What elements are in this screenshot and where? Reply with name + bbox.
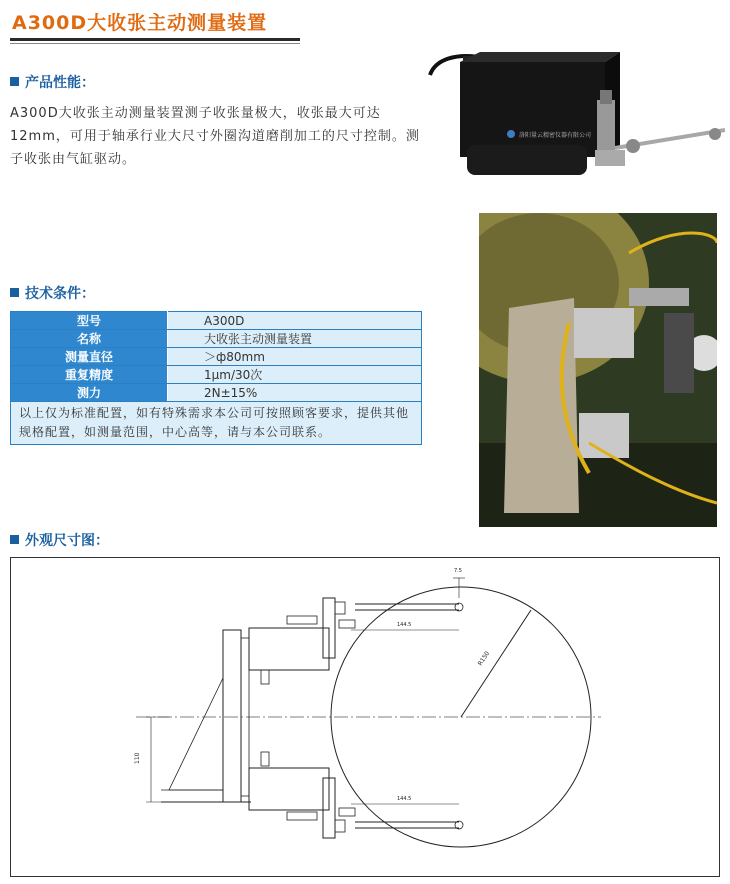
device-photo: [425, 50, 725, 190]
table-row: [11, 366, 422, 384]
section-technical-label: 技术条件：: [25, 286, 95, 302]
square-bullet-icon: [10, 288, 19, 297]
section-dimensions-label: 外观尺寸图：: [25, 533, 109, 549]
spec-value: 1μm/30次: [168, 366, 422, 384]
spec-note: 以上仅为标准配置，如有特殊需求本公司可按照顾客要求，提供其他规格配置，如测量范围，中心高等，请与本公司联系。: [11, 402, 422, 445]
section-technical: [10, 283, 95, 303]
dim-lower: 144.5: [397, 796, 412, 802]
device-label: 洛阳量云精密仪器有限公司: [519, 132, 592, 139]
title-underline-thin: [10, 43, 300, 44]
installation-photo: [479, 213, 717, 527]
product-description: A300D大收张主动测量装置测子收张量极大，收张最大可达12mm，可用于轴承行业大尺寸外圈沟道磨削加工的尺寸控制。测子收张由气缸驱动。: [10, 106, 420, 167]
spec-value: ＞ф80mm: [168, 348, 422, 366]
spec-key: 测力: [11, 384, 168, 402]
spec-key: 型号: [11, 312, 168, 330]
table-row: [11, 348, 422, 366]
spec-value: A300D: [168, 312, 422, 330]
dim-height: 110: [134, 752, 141, 764]
spec-key: 重复精度: [11, 366, 168, 384]
spec-value: 大收张主动测量装置: [168, 330, 422, 348]
table-row: [11, 384, 422, 402]
square-bullet-icon: [10, 77, 19, 86]
spec-key: 测量直径: [11, 348, 168, 366]
square-bullet-icon: [10, 535, 19, 544]
spec-key: 名称: [11, 330, 168, 348]
table-row: [11, 312, 422, 330]
logo-icon: [507, 130, 515, 138]
section-performance-label: 产品性能：: [25, 75, 95, 91]
dimension-drawing: [10, 557, 720, 877]
dim-radius: R150: [476, 650, 492, 668]
section-performance: [10, 72, 95, 92]
spec-value: 2N±15%: [168, 384, 422, 402]
page-title: A300D大收张主动测量装置: [12, 12, 268, 34]
table-row: [11, 402, 422, 445]
dim-upper: 144.5: [397, 622, 412, 628]
section-dimensions: [10, 530, 109, 550]
title-underline: [10, 38, 300, 41]
spec-table: [10, 311, 422, 445]
dim-top: 7.5: [454, 568, 462, 574]
table-row: [11, 330, 422, 348]
